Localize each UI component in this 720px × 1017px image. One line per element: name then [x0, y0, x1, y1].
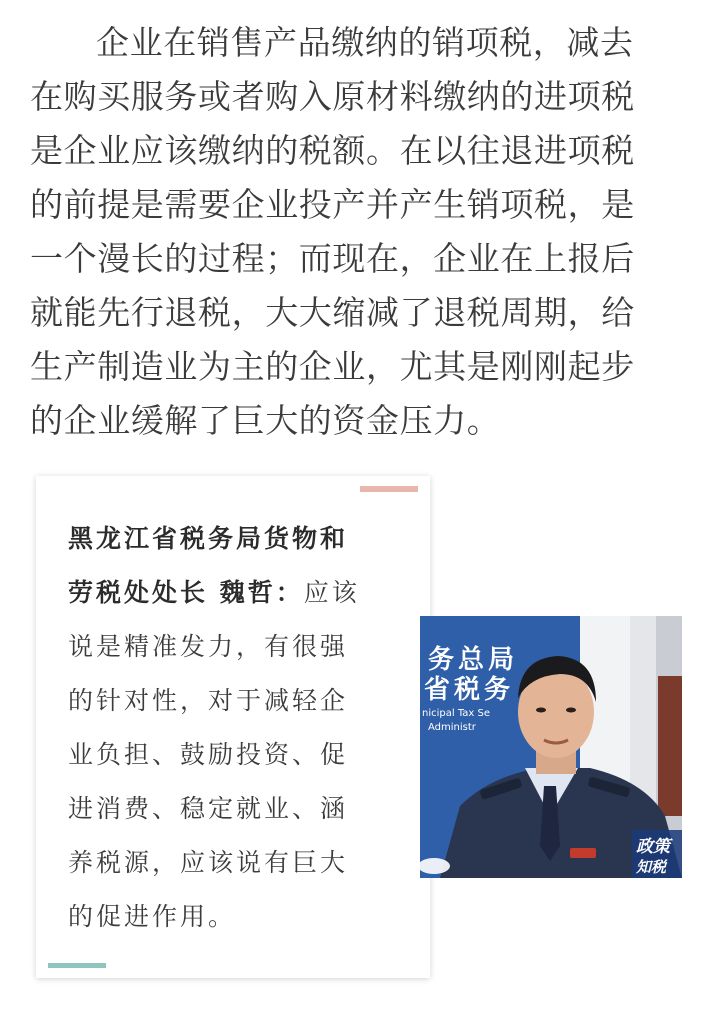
speaker-name: 劳税处处长 魏哲： [68, 578, 304, 607]
article-line: 在购买服务或者购入原材料缴纳的进项税 [30, 77, 635, 116]
badge-text-1: 政策 [636, 837, 670, 857]
quote-line [68, 512, 408, 566]
backdrop-text-1: 务总局 [428, 645, 519, 675]
quote-fragment: 应该 [303, 578, 360, 607]
badge-text-2: 知税 [636, 858, 667, 876]
backdrop-text-4: Administr [428, 722, 476, 733]
quote-line: 的针对性，对于减轻企 [68, 686, 349, 715]
speaker-photo [420, 616, 682, 878]
article-line: 企业在销售产品缴纳的销项税，减去 [96, 23, 634, 62]
accent-bar-top [360, 486, 418, 492]
speaker-title: 黑龙江省税务局货物和 [68, 524, 349, 553]
article-line: 生产制造业为主的企业，尤其是刚刚起步 [30, 347, 635, 386]
article-line: 的企业缓解了巨大的资金压力。 [30, 401, 501, 440]
quote-text [68, 512, 408, 944]
backdrop-text-3: nicipal Tax Se [422, 708, 491, 719]
quote-line: 养税源，应该说有巨大 [68, 848, 349, 877]
article-line: 的前提是需要企业投产并产生销项税，是 [30, 185, 635, 224]
article-body [30, 16, 690, 448]
speaker-photo-illustration [420, 616, 682, 878]
backdrop-text-2: 省税务 [424, 675, 515, 705]
quote-line: 业负担、鼓励投资、促 [68, 740, 349, 769]
article-line: 是企业应该缴纳的税额。在以往退进项税 [30, 131, 635, 170]
article-line: 就能先行退税，大大缩减了退税周期，给 [30, 293, 635, 332]
article-line: 一个漫长的过程；而现在，企业在上报后 [30, 239, 635, 278]
quote-line: 说是精准发力，有很强 [68, 632, 349, 661]
quote-line: 的促进作用。 [68, 902, 237, 931]
quote-line [68, 566, 408, 620]
quote-line: 进消费、稳定就业、涵 [68, 794, 349, 823]
quote-card [36, 476, 430, 978]
uniform-badge [570, 848, 596, 858]
accent-bar-bottom [48, 963, 106, 968]
